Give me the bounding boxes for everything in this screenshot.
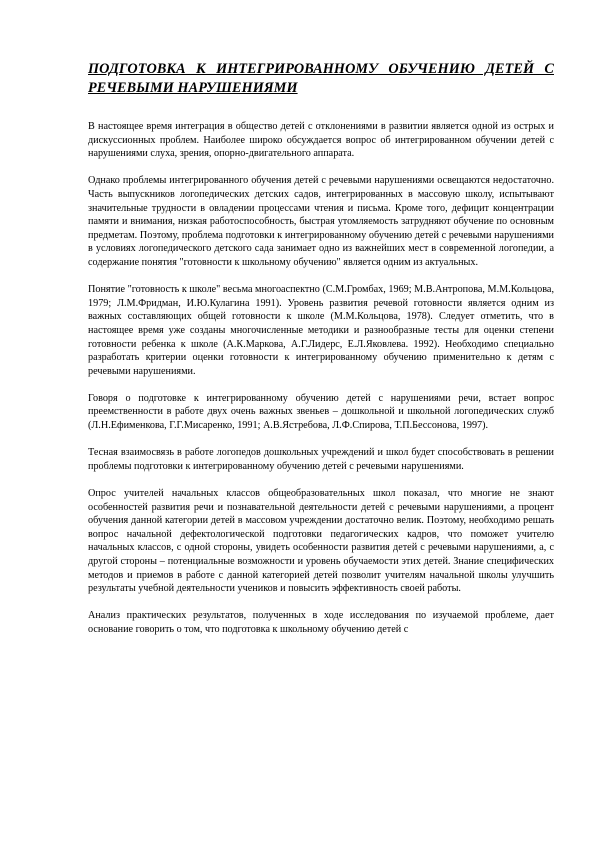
paragraph-3: Понятие "готовность к школе" весьма многоаспектно (С.М.Громбах, 1969; М.В.Антропова, М.М.Кольцова, 1979; Л.М.Фридман, И.Ю.Кулагина 1991). Уровень развития речевой готовности является одним из важных составляющих общей готовности к школе (М.М.Кольцова, 1978). Следует отметить, что в настоящее время уже созданы многочисленные методики и разнообразные тесты для оценки степени готовности ребенка к школе (А.К.Маркова, А.Г.Лидерс, Е.Л.Яковлева. 1992). Необходимо специально разработать критерии оценки готовности к интегрированному обучению применительно к детям с речевыми нарушениями. <box>88 284 554 377</box>
paragraph-1: В настоящее время интеграция в общество детей с отклонениями в развитии является одной из острых и дискуссионных проблем. Наиболее широко обсуждается вопрос об интегрированном обучении детей с нарушениями слуха, зрения, опорно-двигательного аппарата. <box>88 121 554 160</box>
paragraph-6: Опрос учителей начальных классов общеобразовательных школ показал, что многие не знают особенностей развития речи и познавательной деятельности детей с речевыми нарушениями, а процент обучения данной категории детей в массовом учреждении достаточно велик. Поэтому, необходимо решать вопрос начальной дефектологической подготовки педагогических кадров, что поможет учителю начальных классов, с одной стороны, увидеть особенности развития детей с речевыми нарушениями, а, с другой стороны – потенциальные возможности и уровень обучаемости этих детей. Знание специфических методов и приемов в работе с данной категорией детей позволит учителям начальной школы улучшить результаты учебной деятельности учеников и повысить эффективность своей работы. <box>88 488 554 595</box>
paragraph-4: Говоря о подготовке к интегрированному обучению детей с нарушениями речи, встает вопрос преемственности в работе двух очень важных звеньев – дошкольной и школьной логопедических служб (Л.Н.Ефименкова, Г.Г.Мисаренко, 1991; А.В.Ястребова, Л.Ф.Спирова, Т.П.Бессонова, 1997). <box>88 392 554 432</box>
document-page <box>88 60 554 650</box>
document-title: ПОДГОТОВКА К ИНТЕГРИРОВАННОМУ ОБУЧЕНИЮ ДЕТЕЙ С РЕЧЕВЫМИ НАРУШЕНИЯМИ <box>88 61 554 96</box>
paragraph-7: Анализ практических результатов, полученных в ходе исследования по изучаемой проблеме, дает основание говорить о том, что подготовка к школьному обучению детей с <box>88 610 554 635</box>
paragraph-2: Однако проблемы интегрированного обучения детей с речевыми нарушениями освещаются недостаточно. Часть выпускников логопедических детских садов, интегрированных в массовую школу, испытывают значительные трудности в овладении процессами чтения и письма. Кроме того, дефицит концентрации памяти и внимания, низкая работоспособность, быстрая утомляемость затрудняют обучение по основным предметам. Поэтому, проблема подготовки к интегрированному обучению детей с речевыми нарушениями в условиях логопедического детского сада занимает одно из важнейших мест в современной логопедии, а содержание понятия "готовности к школьному обучению" является одним из актуальных. <box>88 175 554 268</box>
paragraph-5: Тесная взаимосвязь в работе логопедов дошкольных учреждений и школ будет способствовать в решении проблемы подготовки к интегрированному обучению детей с речевыми нарушениями. <box>88 447 554 472</box>
